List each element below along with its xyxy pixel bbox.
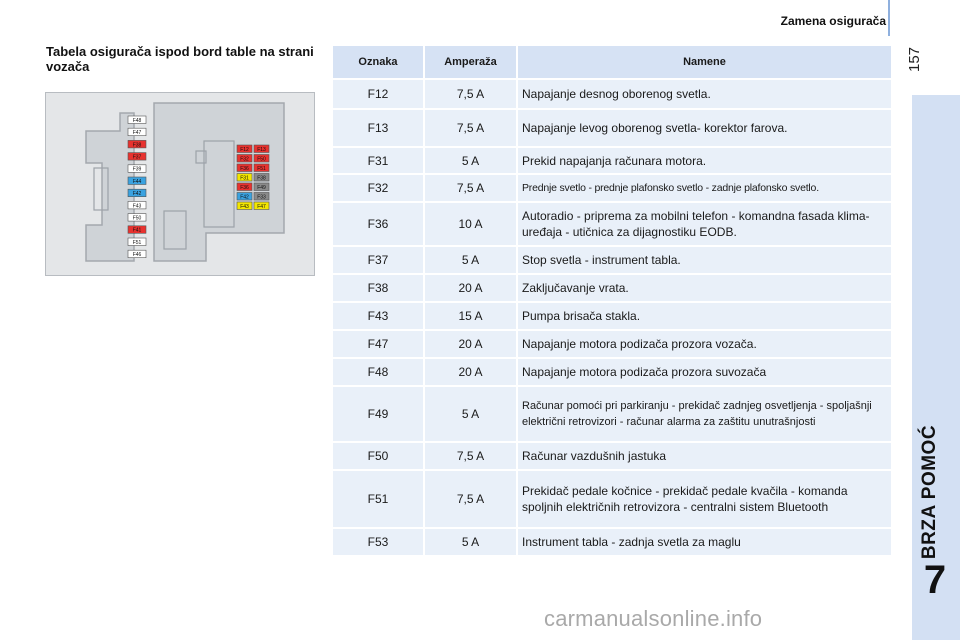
table-row: [333, 386, 892, 442]
fuse-f50: [128, 214, 146, 222]
fuse-purpose-cell: Prekidač pedale kočnice - prekidač pedale kvačila - komanda spoljnih električnih retrovizora - centralni sistem Bluetooth: [517, 470, 892, 528]
fuse-label: F42: [240, 194, 249, 201]
fuse-label: F42: [132, 191, 142, 198]
fuse-label: F43: [240, 203, 249, 210]
fuse-f43: [128, 201, 146, 209]
page-number: 157: [906, 46, 923, 72]
fuse-label: F33: [257, 194, 266, 201]
column-header-purpose: Namene: [517, 46, 892, 79]
fuse-f33: [254, 193, 269, 201]
fuse-table: [333, 46, 893, 557]
fuse-f51: [254, 164, 269, 172]
fuse-code-cell: F13: [333, 109, 424, 147]
fuse-f51: [128, 238, 146, 246]
fuse-label: F36: [240, 165, 249, 172]
fuse-label: F38: [132, 142, 142, 149]
fuse-table-header-row: [333, 46, 892, 79]
page-header-title: Zamena osigurača: [780, 14, 886, 28]
fuse-label: F46: [132, 252, 142, 259]
fuse-label: F44: [132, 178, 142, 185]
table-row: [333, 442, 892, 470]
fuse-purpose-cell: Prekid napajanja računara motora.: [517, 147, 892, 174]
fuse-f12: [237, 145, 252, 153]
fuse-f36: [237, 164, 252, 172]
fuse-f48: [128, 116, 146, 124]
fuse-f37: [128, 153, 146, 161]
table-row: [333, 79, 892, 109]
fuse-f36: [237, 183, 252, 191]
fuse-label: F31: [240, 175, 249, 182]
table-row: [333, 302, 892, 330]
fuse-label: F51: [257, 165, 266, 172]
fuse-amperage-cell: 7,5 A: [424, 470, 517, 528]
fuse-amperage-cell: 7,5 A: [424, 109, 517, 147]
table-row: [333, 202, 892, 246]
fuse-code-cell: F50: [333, 442, 424, 470]
fuse-purpose-cell: Pumpa brisača stakla.: [517, 302, 892, 330]
section-heading: Tabela osigurača ispod bord table na strani vozača: [46, 44, 314, 74]
fuse-amperage-cell: 5 A: [424, 528, 517, 556]
fuse-code-cell: F48: [333, 358, 424, 386]
fuse-purpose-cell: Računar pomoći pri parkiranju - prekidač zadnjeg osvetljenja - spoljašnji električni retrovizori - računar alarma za zaštitu unutrašnjosti: [517, 386, 892, 442]
fuse-amperage-cell: 5 A: [424, 147, 517, 174]
chapter-number: 7: [923, 558, 947, 602]
fuse-code-cell: F12: [333, 79, 424, 109]
fuse-amperage-cell: 20 A: [424, 330, 517, 358]
fuse-label: F36: [240, 184, 249, 191]
fuse-label: F41: [132, 227, 142, 234]
column-header-amperage: Amperaža: [424, 46, 517, 79]
fuse-box-housing: [86, 103, 284, 261]
fuse-amperage-cell: 15 A: [424, 302, 517, 330]
fuse-purpose-cell: Instrument tabla - zadnja svetla za maglu: [517, 528, 892, 556]
fuse-code-cell: F36: [333, 202, 424, 246]
fuse-amperage-cell: 7,5 A: [424, 79, 517, 109]
fuse-code-cell: F31: [333, 147, 424, 174]
fuse-purpose-cell: Stop svetla - instrument tabla.: [517, 246, 892, 274]
fuse-f50: [254, 155, 269, 163]
fuse-label: F13: [257, 146, 266, 153]
fuse-amperage-cell: 5 A: [424, 246, 517, 274]
fuse-f42: [128, 189, 146, 197]
fuse-label: F38: [257, 175, 266, 182]
fuse-f47: [128, 128, 146, 136]
table-row: [333, 528, 892, 556]
fuse-purpose-cell: Napajanje motora podizača prozora suvozača: [517, 358, 892, 386]
fuse-label: F47: [257, 203, 266, 210]
fuse-amperage-cell: 10 A: [424, 202, 517, 246]
fuse-label: F50: [257, 156, 266, 163]
fuse-amperage-cell: 20 A: [424, 274, 517, 302]
housing-main-body: [154, 103, 284, 261]
fuse-code-cell: F38: [333, 274, 424, 302]
fuse-f31: [237, 174, 252, 182]
fuse-f44: [128, 177, 146, 185]
fuse-purpose-cell: Autoradio - priprema za mobilni telefon - komandna fasada klima-uređaja - utičnica za dijagnostiku EODB.: [517, 202, 892, 246]
fuse-code-cell: F49: [333, 386, 424, 442]
fuse-purpose-cell: Napajanje levog oborenog svetla- korektor farova.: [517, 109, 892, 147]
fuse-box-drawing: [46, 93, 314, 275]
fuse-f39: [128, 165, 146, 173]
housing-left-bracket: [86, 113, 134, 261]
fuse-f13: [254, 145, 269, 153]
table-row: [333, 358, 892, 386]
fuse-f42: [237, 193, 252, 201]
fuse-label: F50: [132, 215, 142, 222]
table-row: [333, 109, 892, 147]
fuse-amperage-cell: 7,5 A: [424, 174, 517, 202]
fuse-code-cell: F43: [333, 302, 424, 330]
fuse-f38: [254, 174, 269, 182]
chapter-label-text: BRZA POMOĆ: [919, 424, 940, 560]
fuse-f47: [254, 202, 269, 210]
fuse-label: F32: [240, 156, 249, 163]
fuse-code-cell: F32: [333, 174, 424, 202]
fuse-label: F48: [132, 117, 142, 124]
fuse-purpose-cell: Napajanje motora podizača prozora vozača.: [517, 330, 892, 358]
fuse-f38: [128, 140, 146, 148]
fuse-f46: [128, 250, 146, 258]
fuse-f43: [237, 202, 252, 210]
table-row: [333, 470, 892, 528]
fuse-amperage-cell: 20 A: [424, 358, 517, 386]
fuse-amperage-cell: 7,5 A: [424, 442, 517, 470]
table-row: [333, 274, 892, 302]
fuse-purpose-cell: Zaključavanje vrata.: [517, 274, 892, 302]
table-row: [333, 174, 892, 202]
fuse-label: F43: [132, 203, 142, 210]
fuse-purpose-cell: Prednje svetlo - prednje plafonsko svetlo - zadnje plafonsko svetlo.: [517, 174, 892, 202]
fuse-code-cell: F37: [333, 246, 424, 274]
fuse-f32: [237, 155, 252, 163]
fuse-f49: [254, 183, 269, 191]
fuse-f41: [128, 226, 146, 234]
fuse-label: F37: [132, 154, 142, 161]
fuse-label: F12: [240, 146, 249, 153]
fuse-label: F39: [132, 166, 142, 173]
fuse-label: F49: [257, 184, 266, 191]
fuse-purpose-cell: Napajanje desnog oborenog svetla.: [517, 79, 892, 109]
table-row: [333, 147, 892, 174]
fuse-purpose-cell: Računar vazdušnih jastuka: [517, 442, 892, 470]
fuse-box-diagram: [45, 92, 315, 276]
fuse-label: F51: [132, 239, 142, 246]
table-row: [333, 246, 892, 274]
fuse-code-cell: F47: [333, 330, 424, 358]
watermark: carmanualsonline.info: [544, 606, 763, 631]
fuse-amperage-cell: 5 A: [424, 386, 517, 442]
header-divider: [888, 0, 890, 36]
fuse-code-cell: F53: [333, 528, 424, 556]
table-row: [333, 330, 892, 358]
fuse-label: F47: [132, 130, 142, 137]
column-header-code: Oznaka: [333, 46, 424, 79]
fuse-code-cell: F51: [333, 470, 424, 528]
